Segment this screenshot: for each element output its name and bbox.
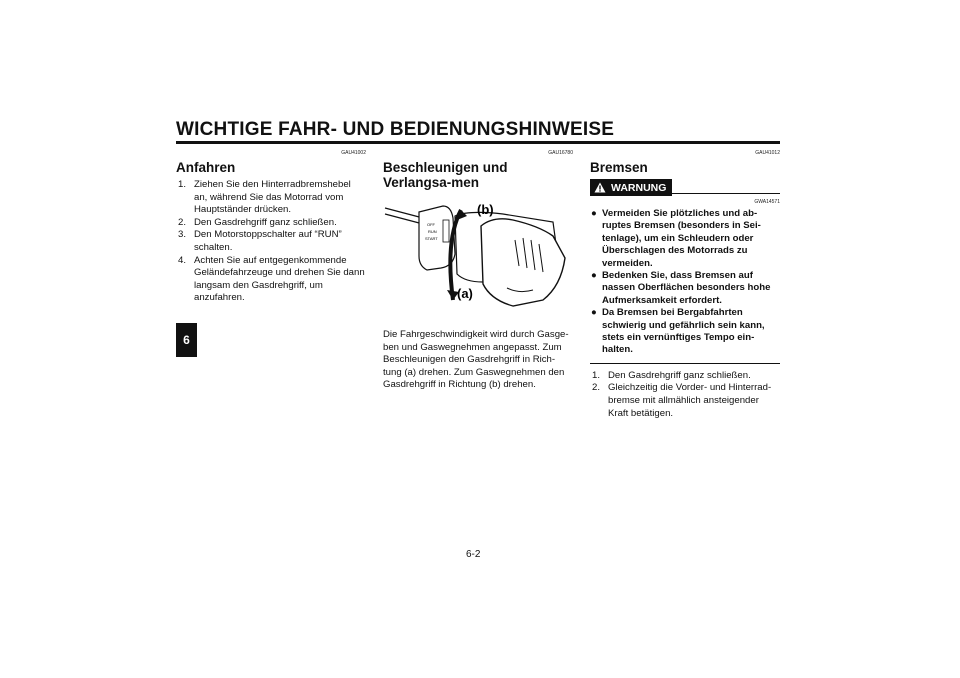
step-number: 2. [178,216,187,228]
section-braking [590,150,780,420]
bullet-icon: ● [591,270,597,282]
page-number: 6-2 [466,549,481,560]
list-item [590,208,780,270]
acceleration-body: Die Fahrgeschwindigkeit wird durch Gasge-ben und Gaswegnehmen angepasst. Zum Beschleunigen den Gasdrehgriff in Rich-tung (a) drehen. Zum Gaswegnehmen den Gasdrehgriff in Richtung (b) drehen. [383,329,569,391]
warning-text: Da Bremsen bei Bergabfahrten schwierig und gefährlich sein kann, stets ein vernünftiges Tempo ein-halten. [602,307,765,356]
throttle-grip-illustration [383,196,573,316]
list-item [590,270,780,307]
label-a: (a) [457,286,473,301]
list-item [176,255,366,305]
section-code: GAU41002 [341,150,366,156]
switch-label-off: OFF [427,222,435,227]
section-heading: Bremsen [590,160,648,175]
warning-bullets [590,208,780,357]
list-item [176,179,366,217]
warning-label: WARNUNG [611,181,667,194]
switch-label-start: START [425,236,438,241]
list-item [590,370,780,383]
list-item [590,307,780,357]
warning-triangle-icon [594,182,606,193]
step-number: 1. [178,179,187,190]
list-item [176,217,366,230]
step-number: 1. [592,369,601,381]
step-number: 4. [178,254,187,266]
title-rule [176,141,780,144]
warning-code: GWA14571 [754,199,780,205]
warning-text: Bedenken Sie, dass Bremsen auf nassen Oberflächen besonders hohe Aufmerksamkeit erfordert. [602,270,771,306]
warning-header [590,179,780,196]
section-code: GAU41012 [755,150,780,156]
section-code: GAU16780 [548,150,573,156]
warning-text: Vermeiden Sie plötzliches und ab-ruptes Bremsen (besonders in Sei-tenlage), um ein Schleudern oder Überschlagen des Motorrads zu vermeiden. [602,208,761,269]
page-title: WICHTIGE FAHR- UND BEDIENUNGSHINWEISE [176,119,615,140]
step-number: 2. [592,382,601,394]
step-text: Den Motorstoppschalter auf “RUN” schalten. [194,229,342,253]
chapter-tab: 6 [176,323,197,357]
section-acceleration [383,150,573,392]
step-text: Achten Sie auf entgegenkommende Geländefahrzeuge und drehen Sie dann langsam den Gasdrehgriff, um anzufahren. [194,254,365,304]
step-number: 3. [178,229,187,241]
step-text: Den Gasdrehgriff ganz schließen. [194,216,337,228]
step-text: Den Gasdrehgriff ganz schließen. [608,369,751,381]
braking-steps [590,370,780,420]
section-starting [176,150,366,305]
step-text: Gleichzeitig die Vorder- und Hinterrad-bremse mit allmählich ansteigender Kraft betätigen. [608,382,772,419]
starting-steps [176,179,366,305]
list-item [590,382,780,420]
label-b: (b) [477,202,494,217]
warning-box [590,196,780,364]
section-heading: Anfahren [176,160,236,175]
warning-badge [590,179,672,196]
switch-label-run: RUN [428,229,437,234]
bullet-icon: ● [591,208,597,219]
bullet-icon: ● [591,307,597,319]
list-item [176,229,366,254]
step-text: Ziehen Sie den Hinterradbremshebel an, während Sie das Motorrad vom Hauptständer drücken. [194,179,351,216]
warning-rule [672,193,780,194]
section-heading: Beschleunigen und Verlangsa-men [383,160,508,190]
